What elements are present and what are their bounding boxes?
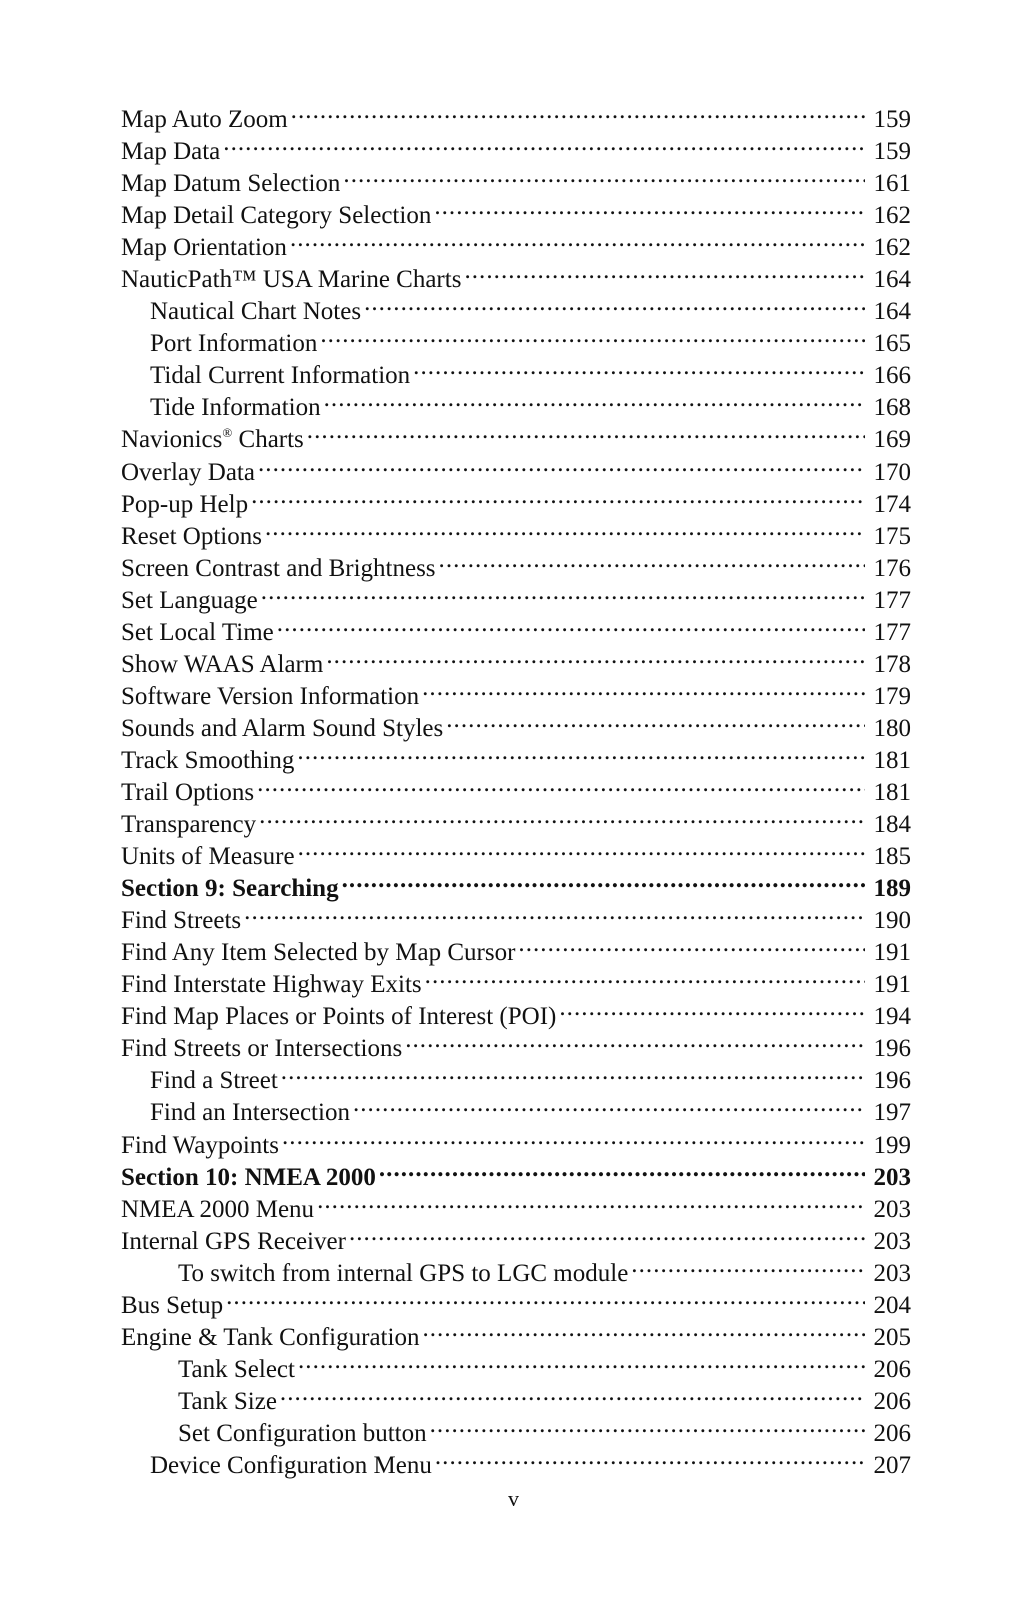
toc-entry-title: Section 10: NMEA 2000 bbox=[121, 1163, 376, 1191]
toc-entry-title: Bus Setup bbox=[121, 1291, 224, 1319]
toc-entry-title: Software Version Information bbox=[121, 682, 420, 710]
toc-entry-title: Map Detail Category Selection bbox=[121, 202, 432, 230]
toc-page-number: 191 bbox=[873, 971, 911, 999]
toc-entry-title: Find Streets or Intersections bbox=[121, 1035, 403, 1063]
toc-page-number: 166 bbox=[873, 362, 911, 390]
toc-entry-title: Trail Options bbox=[121, 778, 255, 806]
dot-leader bbox=[422, 1313, 865, 1345]
page-number: v bbox=[508, 1486, 519, 1511]
dot-leader bbox=[223, 127, 865, 159]
toc-entry-title: Track Smoothing bbox=[121, 746, 295, 774]
toc-entry-title: Tidal Current Information bbox=[150, 362, 411, 390]
toc-page-number: 191 bbox=[873, 939, 911, 967]
toc-entry-title: Internal GPS Receiver bbox=[121, 1227, 346, 1255]
toc-page-number: 203 bbox=[873, 1227, 911, 1255]
dot-leader bbox=[281, 1056, 865, 1088]
toc-page-number: 180 bbox=[873, 714, 911, 742]
toc-entry bbox=[121, 127, 911, 166]
toc-page-number: 162 bbox=[873, 202, 911, 230]
toc-entry-title: Tank Size bbox=[178, 1387, 277, 1415]
toc-entry-title: Show WAAS Alarm bbox=[121, 650, 324, 678]
dot-leader bbox=[298, 1345, 865, 1377]
toc-page-number: 196 bbox=[873, 1035, 911, 1063]
toc-entry bbox=[121, 95, 911, 133]
toc-entry bbox=[121, 1281, 911, 1319]
dot-leader bbox=[422, 672, 865, 704]
dot-leader bbox=[317, 1185, 865, 1217]
toc-page-number: 203 bbox=[873, 1195, 911, 1223]
toc-entry-title: Device Configuration Menu bbox=[150, 1451, 432, 1479]
toc-entry-title: Find Waypoints bbox=[121, 1131, 279, 1159]
toc-entry-title: Find Map Places or Points of Interest (POI) bbox=[121, 1003, 557, 1031]
toc-page-number: 197 bbox=[873, 1099, 911, 1127]
dot-leader bbox=[439, 544, 865, 576]
toc-page-number: 159 bbox=[873, 138, 911, 166]
toc-page-number: 162 bbox=[873, 234, 911, 262]
dot-leader bbox=[244, 896, 865, 928]
toc-entry-title: Port Information bbox=[150, 330, 318, 358]
toc-entry-title: To switch from internal GPS to LGC module bbox=[178, 1259, 629, 1287]
dot-leader bbox=[631, 1249, 865, 1281]
toc-entry-title: Find Interstate Highway Exits bbox=[121, 971, 422, 999]
toc-entry-title: Sounds and Alarm Sound Styles bbox=[121, 714, 444, 742]
toc-page-number: 190 bbox=[873, 907, 911, 935]
toc-entry-title: Set Configuration button bbox=[178, 1419, 427, 1447]
toc-entry-title: Find a Street bbox=[150, 1067, 278, 1095]
dot-leader bbox=[425, 960, 865, 992]
dot-leader bbox=[518, 928, 865, 960]
toc-page-number: 170 bbox=[873, 458, 911, 486]
toc-page-number: 207 bbox=[873, 1451, 911, 1479]
dot-leader bbox=[297, 736, 865, 768]
table-of-contents bbox=[121, 95, 911, 1479]
dot-leader bbox=[298, 832, 865, 864]
dot-leader bbox=[251, 480, 865, 512]
dot-leader bbox=[280, 1377, 865, 1409]
toc-entry-title: Tide Information bbox=[150, 394, 321, 422]
dot-leader bbox=[320, 319, 865, 351]
dot-leader bbox=[277, 608, 865, 640]
dot-leader bbox=[353, 1088, 865, 1120]
toc-page-number: 177 bbox=[873, 586, 911, 614]
toc-page-number: 176 bbox=[873, 554, 911, 582]
dot-leader bbox=[291, 95, 865, 127]
toc-page-number: 169 bbox=[873, 426, 911, 454]
toc-entry-title: Nautical Chart Notes bbox=[150, 298, 362, 326]
dot-leader bbox=[559, 992, 865, 1024]
dot-leader bbox=[343, 159, 865, 191]
dot-leader bbox=[307, 415, 865, 447]
toc-entry-title: Set Local Time bbox=[121, 618, 274, 646]
toc-entry-title: Map Auto Zoom bbox=[121, 106, 288, 133]
dot-leader bbox=[342, 864, 865, 896]
toc-entry-title: Map Data bbox=[121, 138, 221, 166]
toc-entry-title: Find an Intersection bbox=[150, 1099, 350, 1127]
toc-entry-title: Find Streets bbox=[121, 907, 242, 935]
dot-leader bbox=[364, 287, 865, 319]
toc-entry-title: Pop-up Help bbox=[121, 490, 249, 518]
registered-mark: ® bbox=[222, 425, 233, 441]
toc-page-number: 184 bbox=[873, 811, 911, 839]
toc-entry-title: NMEA 2000 Menu bbox=[121, 1195, 315, 1223]
toc-entry-title: Tank Select bbox=[178, 1355, 295, 1383]
dot-leader bbox=[435, 1441, 865, 1473]
toc-page-number: 206 bbox=[873, 1355, 911, 1383]
toc-entry-title: Overlay Data bbox=[121, 458, 255, 486]
toc-entry-title: Units of Measure bbox=[121, 843, 295, 871]
toc-page-number: 159 bbox=[873, 106, 911, 133]
toc-entry-title: Engine & Tank Configuration bbox=[121, 1323, 420, 1351]
toc-page-number: 174 bbox=[873, 490, 911, 518]
toc-page-number: 199 bbox=[873, 1131, 911, 1159]
dot-leader bbox=[258, 448, 865, 480]
toc-page-number: 205 bbox=[873, 1323, 911, 1351]
toc-page-number: 181 bbox=[873, 778, 911, 806]
toc-entry-title: Screen Contrast and Brightness bbox=[121, 554, 436, 582]
toc-page-number: 164 bbox=[873, 298, 911, 326]
toc-entry-title: Reset Options bbox=[121, 522, 262, 550]
toc-entry bbox=[121, 159, 911, 198]
dot-leader bbox=[326, 640, 865, 672]
toc-entry-title: Map Orientation bbox=[121, 234, 287, 262]
toc-entry-title: Navionics® Charts bbox=[121, 425, 304, 454]
dot-leader bbox=[464, 255, 865, 287]
dot-leader bbox=[379, 1153, 865, 1185]
dot-leader bbox=[405, 1024, 865, 1056]
toc-page-number: 203 bbox=[873, 1163, 911, 1191]
dot-leader bbox=[324, 383, 865, 415]
toc-page-number: 181 bbox=[873, 746, 911, 774]
dot-leader bbox=[290, 223, 865, 255]
toc-entry-title: Section 9: Searching bbox=[121, 875, 339, 903]
toc-page-number: 206 bbox=[873, 1387, 911, 1415]
toc-page-number: 177 bbox=[873, 618, 911, 646]
toc-page-number: 203 bbox=[873, 1259, 911, 1287]
dot-leader bbox=[265, 512, 865, 544]
toc-page-number: 165 bbox=[873, 330, 911, 358]
dot-leader bbox=[282, 1121, 865, 1153]
dot-leader bbox=[413, 351, 865, 383]
toc-page-number: 179 bbox=[873, 682, 911, 710]
toc-entry-title: NauticPath™ USA Marine Charts bbox=[121, 266, 462, 294]
dot-leader bbox=[446, 704, 865, 736]
toc-page-number: 178 bbox=[873, 650, 911, 678]
toc-page-number: 161 bbox=[873, 170, 911, 198]
toc-page-number: 204 bbox=[873, 1291, 911, 1319]
toc-page-number: 185 bbox=[873, 843, 911, 871]
dot-leader bbox=[257, 768, 865, 800]
toc-entry bbox=[121, 1313, 911, 1351]
toc-entry-title: Set Language bbox=[121, 586, 258, 614]
toc-page-number: 168 bbox=[873, 394, 911, 422]
toc-page-number: 189 bbox=[873, 875, 911, 903]
toc-page-number: 206 bbox=[873, 1419, 911, 1447]
dot-leader bbox=[259, 800, 865, 832]
toc-page-number: 175 bbox=[873, 522, 911, 550]
toc-entry-title: Find Any Item Selected by Map Cursor bbox=[121, 939, 516, 967]
dot-leader bbox=[349, 1217, 865, 1249]
toc-page-number: 194 bbox=[873, 1003, 911, 1031]
dot-leader bbox=[261, 576, 865, 608]
toc-entry-title: Transparency bbox=[121, 811, 257, 839]
dot-leader bbox=[434, 191, 865, 223]
dot-leader bbox=[226, 1281, 865, 1313]
toc-page-number: 164 bbox=[873, 266, 911, 294]
toc-page-number: 196 bbox=[873, 1067, 911, 1095]
dot-leader bbox=[430, 1409, 865, 1441]
toc-entry-title: Map Datum Selection bbox=[121, 170, 341, 198]
